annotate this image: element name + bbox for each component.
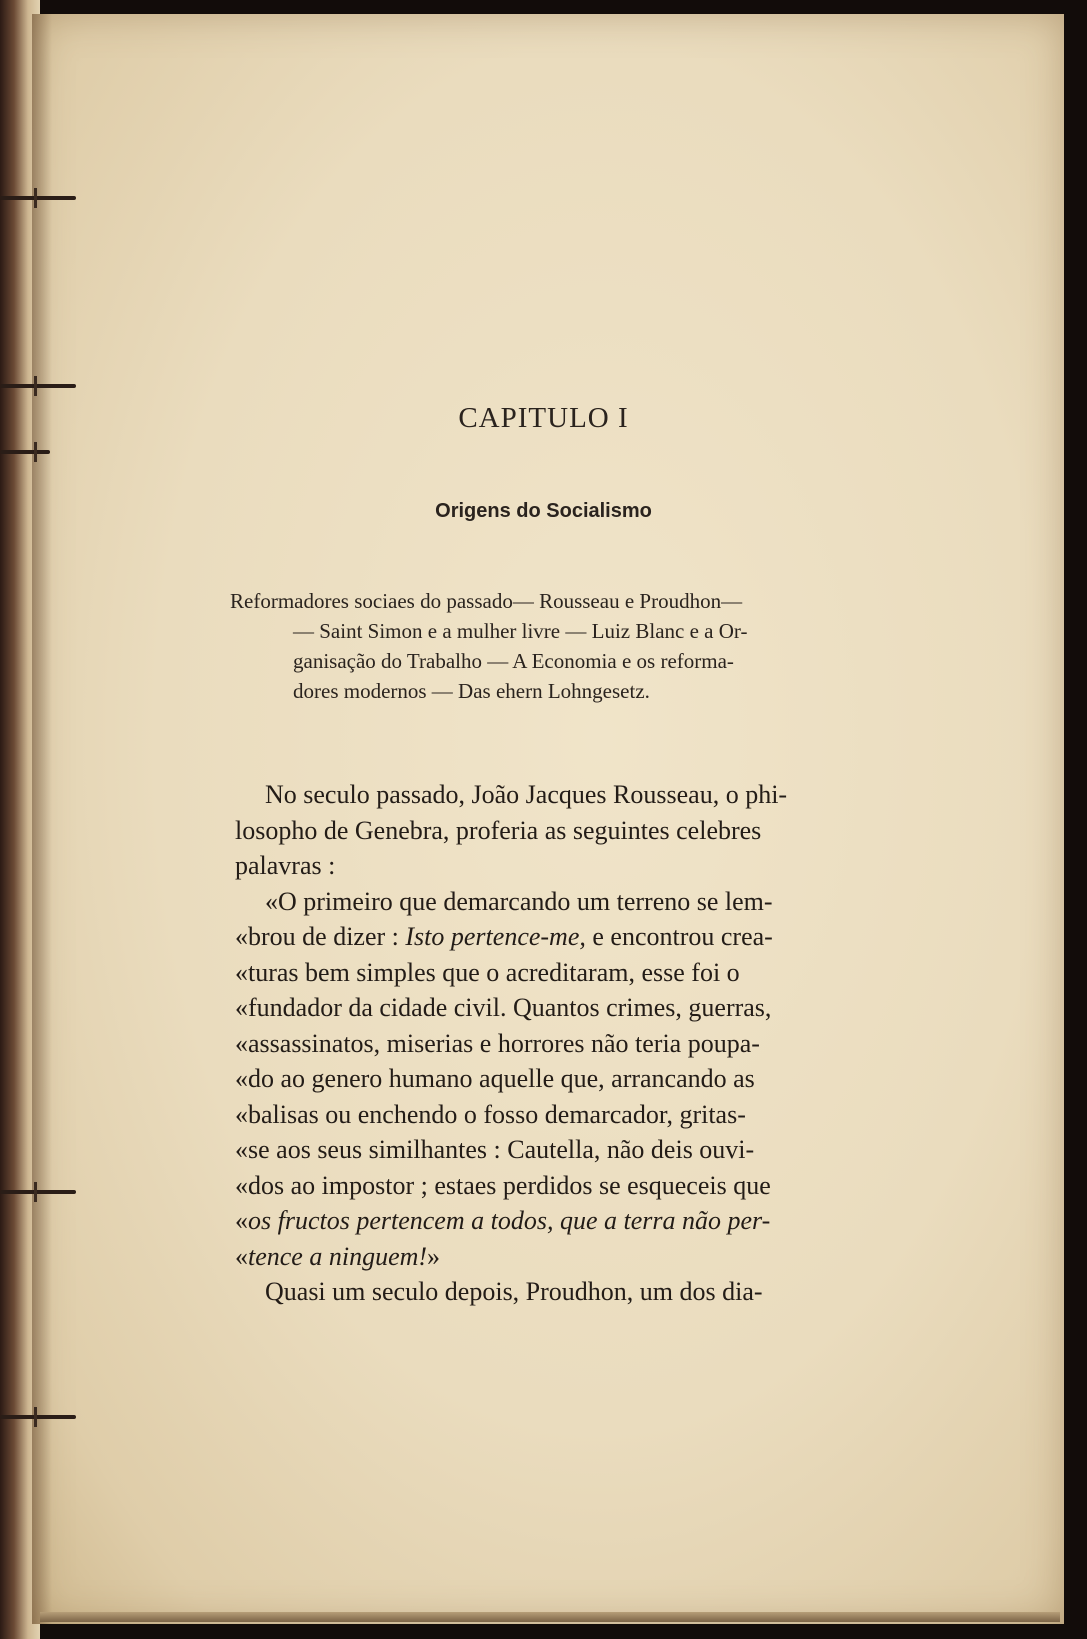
paragraph-line: palavras :	[235, 851, 336, 880]
paragraph-line: Quasi um seculo depois, Proudhon, um dos dia-	[265, 1277, 763, 1306]
page-bottom-edge	[40, 1612, 1060, 1622]
binding-stitch	[0, 384, 76, 388]
quote-line: «do ao genero humano aquelle que, arrancando as	[235, 1064, 755, 1093]
paragraph-line: losopho de Genebra, proferia as seguintes celebres	[235, 815, 762, 845]
quote-line: «dos ao impostor ; estaes perdidos se esqueceis que	[235, 1170, 771, 1200]
quote-line: «turas bem simples que o acreditaram, esse foi o	[235, 957, 740, 987]
quote-line	[235, 1203, 875, 1239]
quote-line	[235, 1239, 875, 1275]
summary-line: — Saint Simon e a mulher livre — Luiz Blanc e a Or-	[293, 619, 748, 643]
quote-italic-text: os fructos pertencem a todos, que a terra não per-	[248, 1206, 771, 1235]
binding-stitch	[0, 450, 50, 454]
quote-line: «fundador da cidade civil. Quantos crimes, guerras,	[235, 993, 772, 1022]
quote-italic-text: tence a ninguem!	[248, 1241, 428, 1271]
summary-line: ganisação do Trabalho — A Economia e os reforma-	[293, 649, 734, 673]
quote-italic-text: Isto pertence-me,	[405, 922, 586, 951]
quote-text: «	[235, 1241, 248, 1271]
paragraph-line: No seculo passado, João Jacques Rousseau, o phi-	[265, 780, 788, 809]
chapter-summary	[230, 586, 870, 706]
page-fold-shadow	[32, 14, 52, 1624]
quote-line: «se aos seus similhantes : Cautella, não deis ouvi-	[235, 1135, 755, 1164]
summary-line: Reformadores sociaes do passado— Rousseau e Proudhon—	[230, 589, 743, 613]
quote-text: »	[427, 1241, 441, 1271]
quote-line: «O primeiro que demarcando um terreno se lem-	[265, 886, 773, 916]
quote-text: e encontrou crea-	[585, 922, 773, 951]
chapter-title: CAPITULO I	[458, 402, 629, 434]
summary-line: dores modernos — Das ehern Lohngesetz.	[293, 679, 650, 703]
quote-line: «assassinatos, miserias e horrores não teria poupa-	[235, 1028, 760, 1058]
quote-text: «brou de dizer :	[235, 922, 406, 951]
binding-stitch	[0, 1415, 76, 1419]
body-text	[235, 777, 875, 1310]
quote-text: «	[235, 1206, 248, 1235]
chapter-subtitle: Origens do Socialismo	[435, 500, 652, 522]
quote-line: «balisas ou enchendo o fosso demarcador, gritas-	[235, 1099, 746, 1129]
quote-line	[235, 919, 875, 955]
binding-stitch	[0, 196, 76, 200]
binding-stitch	[0, 1190, 76, 1194]
